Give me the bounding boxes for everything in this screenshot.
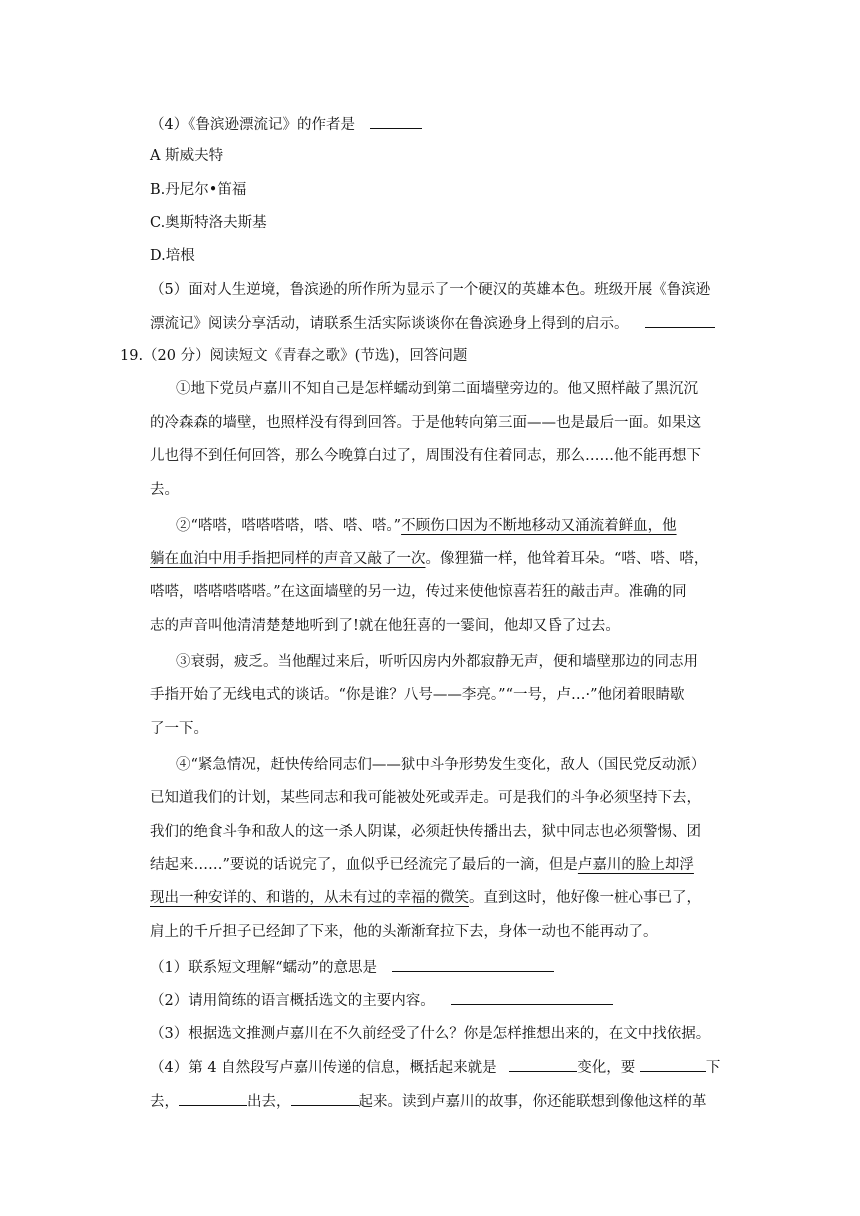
- q5-line-2-text: 漂流记》阅读分享活动，请联系生活实际谈谈你在鲁滨逊身上得到的启示。: [150, 316, 629, 332]
- p4-line-5-plain: 。直到这时，他好像一桩心事已了，: [469, 890, 701, 906]
- sub-question-4-blank-4[interactable]: [291, 1091, 359, 1106]
- sub-question-4-line-1: [150, 1057, 720, 1077]
- p2-line-1: [176, 516, 677, 536]
- p2-line-3: 嗒嗒，嗒嗒嗒嗒嗒。”在这面墙壁的另一边，传过来使他惊喜若狂的敲击声。准确的同: [150, 584, 687, 600]
- sub-question-1: [150, 957, 554, 977]
- sub-question-1-text: （1）联系短文理解“蠕动”的意思是: [150, 960, 378, 976]
- sub-question-2-text: （2）请用简练的语言概括选文的主要内容。: [150, 993, 435, 1009]
- p3-line-1: ③衰弱，疲乏。当他醒过来后，听听囚房内外都寂静无声，便和墙壁那边的同志用: [176, 654, 698, 670]
- p3-line-3: 了一下。: [150, 721, 208, 737]
- q4-stem: [150, 114, 422, 134]
- sub-question-4-blank-2[interactable]: [640, 1057, 706, 1072]
- p4-line-5: [150, 888, 701, 908]
- q4-stem-text: （4）《鲁滨逊漂流记》的作者是: [150, 117, 355, 133]
- p2-line-2: [150, 549, 708, 569]
- p4-line-6: 肩上的千斤担子已经卸了下来，他的头渐渐耷拉下去，身体一动也不能再动了。: [150, 924, 658, 940]
- q4-option-b: B.丹尼尔•笛福: [150, 182, 247, 198]
- p2-line-2-plain: 。像狸猫一样，他耸着耳朵。“嗒、嗒、嗒，: [425, 551, 709, 567]
- sub-question-4-part-a: （4）第 4 自然段写卢嘉川传递的信息，概括起来就是: [150, 1060, 497, 1076]
- q4-option-a: A 斯威夫特: [150, 148, 224, 164]
- p4-line-4: [150, 855, 694, 875]
- q4-answer-blank[interactable]: [370, 114, 422, 129]
- sub-question-4-line-2: [150, 1091, 707, 1111]
- p4-line-1: ④“紧急情况，赶快传给同志们——狱中斗争形势发生变化，敌人（国民党反动派）: [176, 757, 706, 773]
- p1-line-1: ①地下党员卢嘉川不知自己是怎样蠕动到第二面墙壁旁边的。他又照样敲了黑沉沉: [176, 381, 698, 397]
- q19-heading: 19.（20 分）阅读短文《青春之歌》(节选)，回答问题: [120, 348, 468, 364]
- sub-question-4-part-f: 起来。读到卢嘉川的故事，你还能联想到像他这样的革: [358, 1094, 707, 1110]
- sub-question-4-part-e: 出去，: [247, 1094, 291, 1110]
- p3-line-2: 手指开始了无线电式的谈话。“你是谁？八号——李亮。”“一号，卢…·”他闭着眼睛歇: [150, 687, 685, 703]
- q5-answer-blank[interactable]: [645, 313, 715, 328]
- q5-line-2: [150, 313, 715, 333]
- q4-option-d: D.培根: [150, 248, 195, 264]
- p1-line-4: 去。: [150, 482, 179, 498]
- p1-line-3: 儿也得不到任何回答，那么今晚算白过了，周围没有住着同志，那么……他不能再想下: [150, 448, 701, 464]
- p1-line-2: 的冷森森的墙壁，也照样没有得到回答。于是他转向第三面——也是最后一面。如果这: [150, 415, 701, 431]
- sub-question-4-part-d: 去，: [150, 1094, 179, 1110]
- sub-question-4-blank-1[interactable]: [509, 1057, 577, 1072]
- sub-question-4-part-c: 下: [705, 1060, 721, 1076]
- sub-question-2: [150, 990, 613, 1010]
- p4-line-4-underlined: 卢嘉川的脸上却浮: [577, 857, 694, 873]
- p4-line-5-underlined: 现出一种安详的、和谐的，从未有过的幸福的微笑: [150, 890, 469, 906]
- sub-question-4-part-b: 变化，要: [577, 1060, 636, 1076]
- sub-question-1-blank[interactable]: [392, 957, 554, 972]
- sub-question-3: （3）根据选文推测卢嘉川在不久前经受了什么？你是怎样推想出来的，在文中找依据。: [150, 1026, 711, 1042]
- sub-question-4-blank-3[interactable]: [179, 1091, 247, 1106]
- p4-line-4-plain: 结起来……”要说的话说完了，血似乎已经流完了最后的一滴，但是: [150, 857, 578, 873]
- p2-line-4: 志的声音叫他清清楚楚地听到了!就在他狂喜的一霎间，他却又昏了过去。: [150, 618, 620, 634]
- p2-line-1-plain: ②“嗒嗒，嗒嗒嗒嗒，嗒、嗒、嗒。”: [176, 518, 402, 534]
- p4-line-3: 我们的绝食斗争和敌人的这一杀人阴谋，必须赶快传播出去，狱中同志也必须警惕、团: [150, 824, 701, 840]
- sub-question-2-blank[interactable]: [451, 990, 613, 1005]
- q4-option-c: C.奥斯特洛夫斯基: [150, 215, 267, 231]
- p4-line-2: 已知道我们的计划，某些同志和我可能被处死或弄走。可是我们的斗争必须坚持下去，: [150, 790, 701, 806]
- q5-line-1: （5）面对人生逆境，鲁滨逊的所作所为显示了一个硬汉的英雄本色。班级开展《鲁滨逊: [150, 282, 711, 298]
- p2-line-2-underlined: 躺在血泊中用手指把同样的声音又敲了一次: [150, 551, 426, 567]
- p2-line-1-underlined: 不顾伤口因为不断地移动又涌流着鲜血，他: [401, 518, 677, 534]
